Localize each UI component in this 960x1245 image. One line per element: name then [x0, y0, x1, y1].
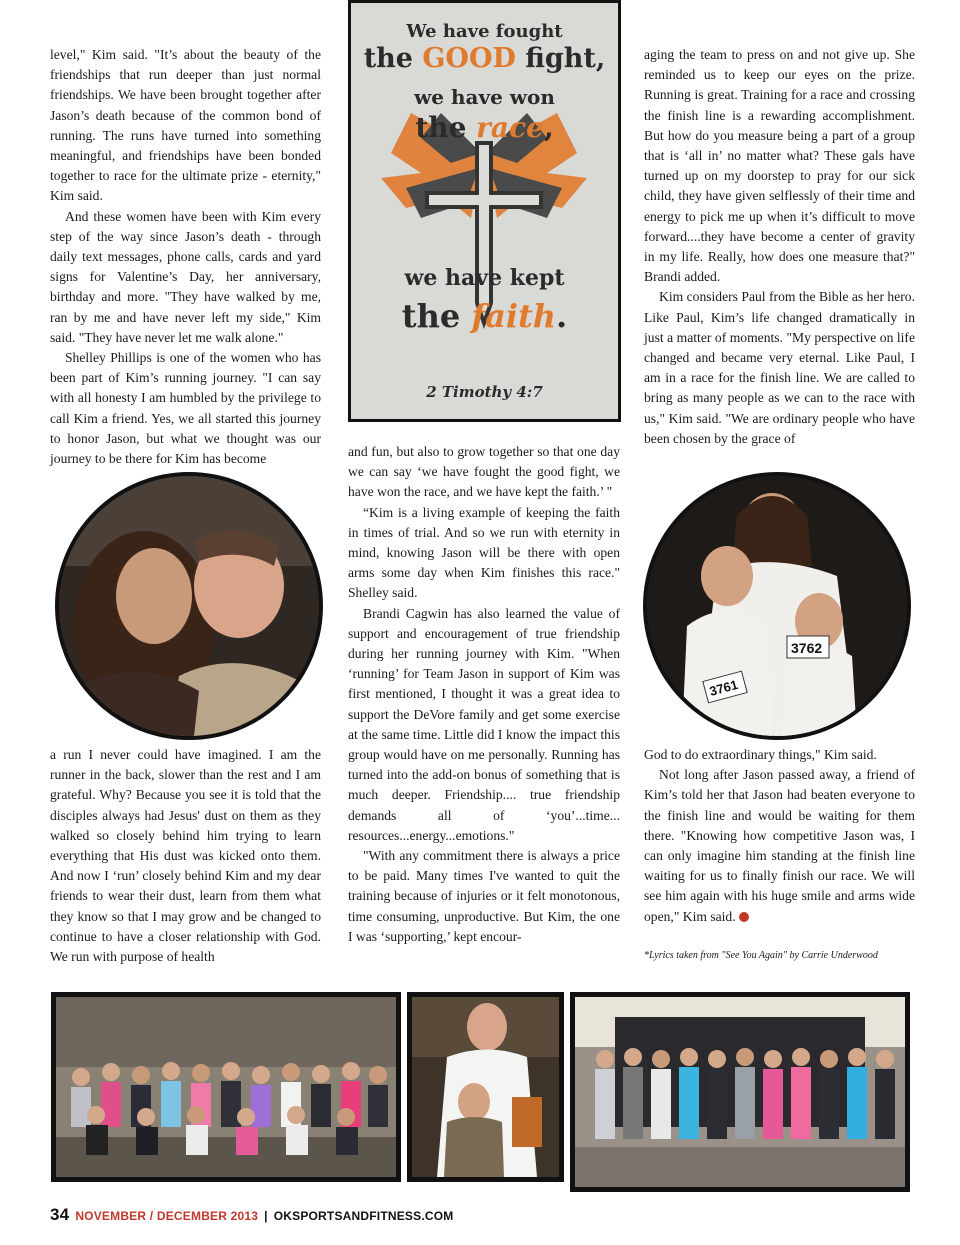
group-photo-right-image: [575, 997, 905, 1187]
column-1-bottom: [50, 745, 321, 967]
column-3-top: [644, 45, 915, 449]
race-bib-number-1: 3762: [791, 640, 823, 656]
shirt-line-2: the GOOD fight,: [363, 43, 606, 74]
issue-date: NOVEMBER / DECEMBER 2013: [75, 1209, 259, 1223]
column-3-bottom: [644, 745, 915, 927]
shirt-line-6: the faith.: [401, 297, 568, 335]
website-link[interactable]: OKSPORTSANDFITNESS.COM: [273, 1209, 454, 1223]
footer-separator: |: [264, 1209, 268, 1223]
shirt-verse: 2 Timothy 4:7: [426, 383, 543, 401]
paragraph: aging the team to press on and not give up. She reminded us to keep our eyes on the prize. Running is great. Training for a race and crossing the finish line is a rewarding accomplishment. But how do you measure being a part of a group that is ‘all in’ no matter what? These gals have turned up on my doorstep to pray for our sick child, they have given selflessly of their time and energy to pick me up when it’s difficult to move forward....they have become a center of gravity in my life. Really, how does one measure that?" Brandi added.: [644, 47, 915, 285]
shirt-line-5: we have kept: [404, 265, 565, 291]
paragraph: And these women have been with Kim every step of the way since Jason’s death - through daily text messages, phone calls, cards and yard signs for Valentine’s Day, her anniversary, birthday and more. "They have walked by me, ran by me and have never left my side," Kim said. "They have never let me walk alone.": [50, 208, 321, 345]
shirt-line-4: the race,: [415, 111, 554, 144]
lyrics-credit: *Lyrics taken from "See You Again" by Carrie Underwood: [644, 950, 878, 961]
shirt-line-3: we have won: [414, 85, 555, 109]
tshirt-photo: [348, 0, 621, 422]
shirt-line-1: We have fought: [406, 21, 563, 42]
paragraph: a run I never could have imagined. I am the runner in the back, slower than the rest and I am grateful. Why? Because you see it is told that the disciples always had Jesus' dust on them as they walked so closely behind him trying to learn everything that His dust was kicked onto them. And now I ‘run’ closely behind Kim and my dear friends to wear their dust, learn from them what they know so that I may grow and be changed to continue to have a closer relationship with God. We run with purpose of health: [50, 747, 321, 965]
column-2: [348, 442, 620, 947]
couple-photo: [55, 472, 323, 740]
paragraph: and fun, but also to grow together so that one day we can say ‘we have fought the good fight, we have won the race, and we have kept the faith.’ ": [348, 444, 620, 500]
group-photo-left-image: [56, 997, 396, 1177]
kim-with-kids-image: [647, 476, 907, 736]
column-1-top: [50, 45, 321, 469]
father-son-photo: [407, 992, 564, 1182]
paragraph: Shelley Phillips is one of the women who has been part of Kim’s running journey. "I can say with all honesty I am humbled by the privilege to call Kim a friend. Yes, we all started this journey to honor Jason, but what we thought was our journey to be there for Kim has become: [50, 350, 321, 467]
page-number: 34: [50, 1205, 70, 1224]
race-bib-number-2: 3761: [707, 676, 740, 699]
page-footer: [50, 1205, 453, 1225]
kim-with-kids-photo: [643, 472, 911, 740]
paragraph: "With any commitment there is always a price to be paid. Many times I've wanted to quit the training because of injuries or it felt monotonous, time consuming, unproductive. But Kim, the one I was ‘supporting,’ kept encour-: [348, 848, 620, 944]
paragraph: God to do extraordinary things," Kim said.: [644, 747, 877, 762]
paragraph: Kim considers Paul from the Bible as her hero. Like Paul, Kim’s life changed dramatically in just a matter of moments. "My perspective on life changed and became very eternal. Like Paul, I am in a race for the finish line. We are called to bring as many people as we can to the race with us," Kim said. "We are ordinary people who have been chosen by the grace of: [644, 289, 915, 446]
couple-photo-image: [59, 476, 319, 736]
paragraph: Not long after Jason passed away, a friend of Kim’s told her that Jason had beaten everyone to the finish line and would be waiting for them there. "Knowing how competitive Jason was, I can only imagine him standing at the finish line waiting for us to finally finish our race. We will see him again with his huge smile and arms wide open," Kim said.: [644, 767, 915, 924]
group-photo-left: [51, 992, 401, 1182]
group-photo-right: [570, 992, 910, 1192]
paragraph: level," Kim said. "It’s about the beauty of the friendships that run deeper than just normal friendships. We have been brought together after Jason’s death because of the common bond of running. The runs have turned into something meaningful, and friendships have been bonded together to race for the ultimate prize - eternity," Kim said.: [50, 47, 321, 204]
paragraph: “Kim is a living example of keeping the faith in times of trial. And so we run with eternity in mind, knowing Jason will be there with open arms some day when Kim finishes this race." Shelley said.: [348, 504, 620, 601]
father-son-photo-image: [412, 997, 559, 1177]
paragraph: Brandi Cagwin has also learned the value of support and encouragement of true friendship during her running journey with Kim. "When ‘running’ for Team Jason in support of Kim was first mentioned, I thought it was a great idea to support the DeVore family and get some exercise at the same time. Little did I know the impact this group would have on me personally. Running has turned into the add-on bonus of something that is much deeper. Friendship.... true friendship demands all of ‘you’...time... resources...energy...emotions.": [348, 605, 620, 843]
end-mark-icon: [739, 912, 749, 922]
